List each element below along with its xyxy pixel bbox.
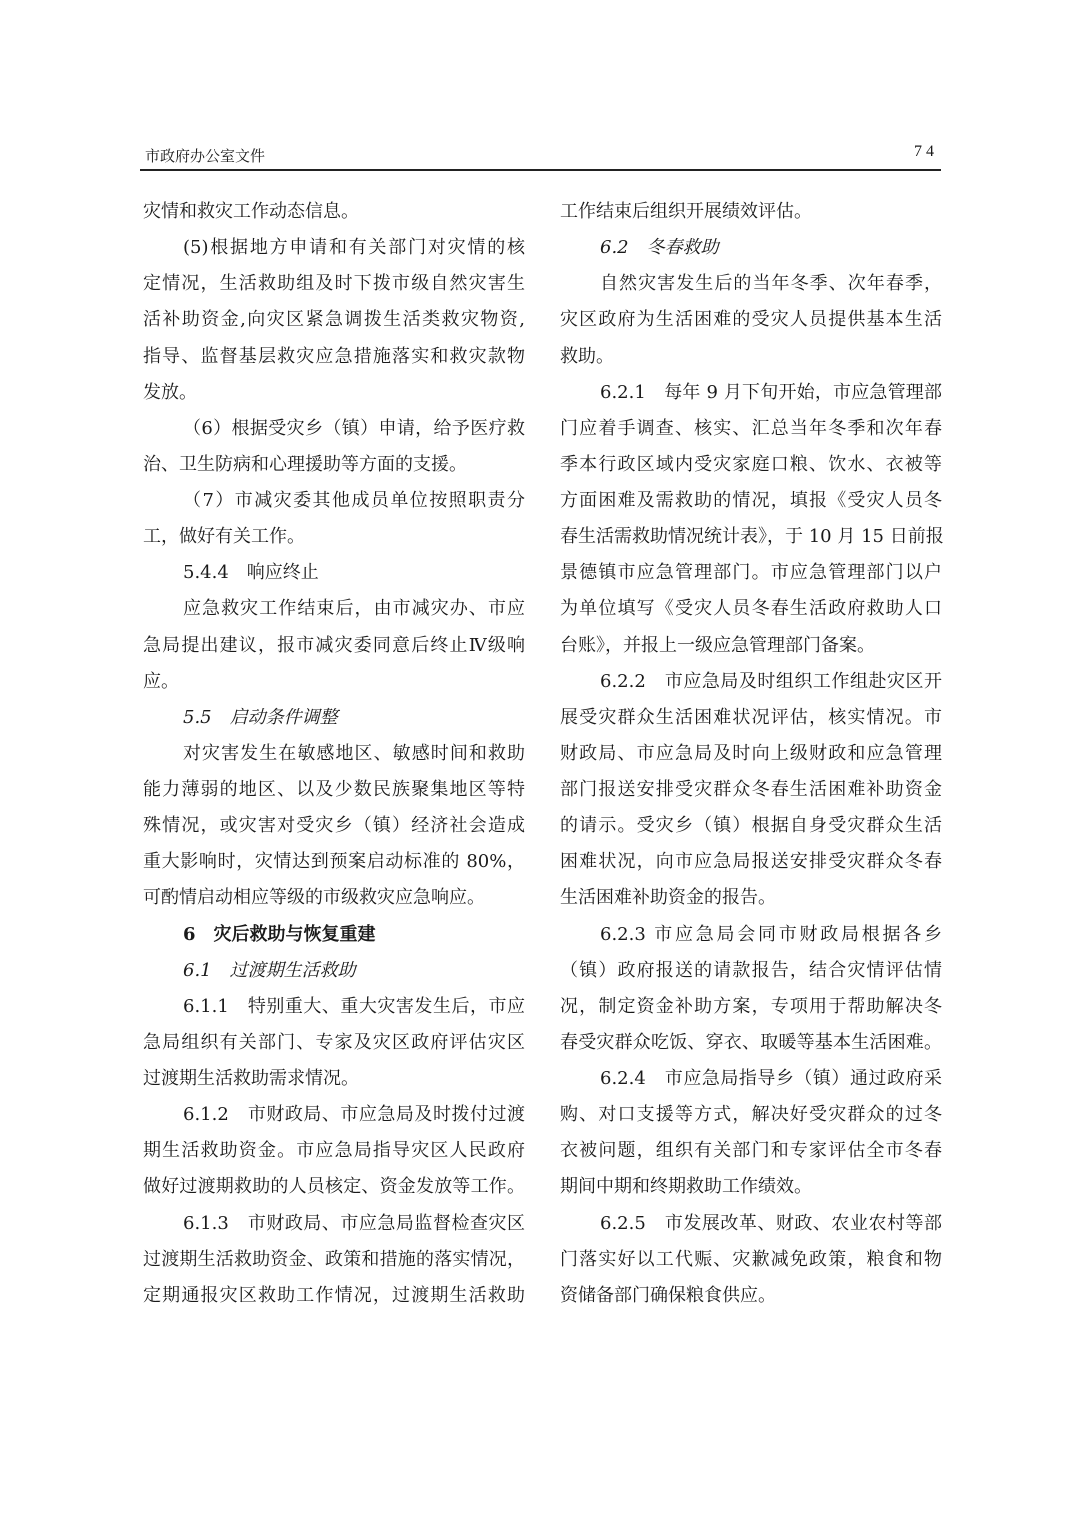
text-line: 过渡期生活救助需求情况。 <box>143 1068 359 1089</box>
text-line: 5.4.4 响应终止 <box>183 562 319 584</box>
text-line: 救助。 <box>560 345 614 367</box>
text-line: 春生活需救助情况统计表》，于 10 月 15 日前报 <box>560 526 944 548</box>
text-line: 门落实好以工代赈、灾歉减免政策，粮食和物 <box>560 1248 942 1270</box>
text-line: 购、对口支援等方式，解决好受灾群众的过冬 <box>560 1104 942 1126</box>
text-line: 6.2.4 市应急局指导乡（镇）通过政府采 <box>600 1068 942 1089</box>
left-column <box>143 194 525 1314</box>
text-line: 6.1 过渡期生活救助 <box>183 959 356 981</box>
text-line: 春受灾群众吃饭、穿衣、取暖等基本生活困难。 <box>560 1031 942 1053</box>
text-line: 定情况，生活救助组及时下拨市级自然灾害生 <box>143 273 525 295</box>
text-line: 困难状况，向市应急局报送安排受灾群众冬春 <box>560 851 942 873</box>
text-line: 过渡期生活救助资金、政策和措施的落实情况， <box>143 1248 525 1270</box>
text-line: （6）根据受灾乡（镇）申请，给予医疗救 <box>183 417 525 439</box>
text-line: 活补助资金,向灾区紧急调拨生活类救灾物资, <box>143 309 525 331</box>
text-line: 方面困难及需救助的情况，填报《受灾人员冬 <box>560 490 942 511</box>
text-line: 重大影响时，灾情达到预案启动标准的 80%， <box>143 851 525 873</box>
text-line: 期间中期和终期救助工作绩效。 <box>560 1176 812 1198</box>
text-line: 灾情和救灾工作动态信息。 <box>143 201 359 222</box>
text-line: 6.1.3 市财政局、市应急局监督检查灾区 <box>183 1212 525 1234</box>
text-line: （7）市减灾委其他成员单位按照职责分 <box>183 490 525 511</box>
text-line: 6.2.3 市应急局会同市财政局根据各乡 <box>600 923 942 945</box>
text-line: 6.2.1 每年 9 月下旬开始，市应急管理部 <box>600 381 942 403</box>
header-rule <box>140 169 941 171</box>
text-line: 展受灾群众生活困难状况评估，核实情况。市 <box>560 706 942 728</box>
text-line: 期生活救助资金。市应急局指导灾区人民政府 <box>143 1140 525 1162</box>
text-line: 6.1.2 市财政局、市应急局及时拨付过渡 <box>183 1104 525 1126</box>
text-line: 5.5 启动条件调整 <box>183 706 338 728</box>
text-line: 资储备部门确保粮食供应。 <box>560 1284 776 1306</box>
text-line: (5)根据地方申请和有关部门对灾情的核 <box>183 237 525 259</box>
text-line: 的请示。受灾乡（镇）根据自身受灾群众生活 <box>560 815 942 837</box>
text-line: 季本行政区域内受灾家庭口粮、饮水、衣被等 <box>560 453 942 475</box>
text-line: 发放。 <box>143 381 197 403</box>
text-line: 工作结束后组织开展绩效评估。 <box>560 201 812 222</box>
text-line: 景德镇市应急管理部门。市应急管理部门以户 <box>560 562 942 584</box>
text-line: 定期通报灾区救助工作情况，过渡期生活救助 <box>143 1284 525 1306</box>
page-number: 74 <box>914 143 938 160</box>
text-line: 对灾害发生在敏感地区、敏感时间和救助 <box>183 742 525 764</box>
text-line: （镇）政府报送的请款报告，结合灾情评估情 <box>560 959 942 981</box>
text-line: 急局提出建议，报市减灾委同意后终止Ⅳ级响 <box>143 634 525 656</box>
right-column <box>560 194 942 1314</box>
text-line: 6.1.1 特别重大、重大灾害发生后，市应 <box>183 995 525 1017</box>
text-line: 治、卫生防病和心理援助等方面的支援。 <box>143 453 467 475</box>
text-line: 自然灾害发生后的当年冬季、次年春季， <box>600 273 942 295</box>
text-line: 6 灾后救助与恢复重建 <box>183 923 376 945</box>
text-line: 生活困难补助资金的报告。 <box>560 887 776 909</box>
text-line: 部门报送安排受灾群众冬春生活困难补助资金 <box>560 779 942 800</box>
text-line: 6.2.5 市发展改革、财政、农业农村等部 <box>600 1212 942 1234</box>
text-line: 灾区政府为生活困难的受灾人员提供基本生活 <box>560 309 942 331</box>
text-line: 台账》，并报上一级应急管理部门备案。 <box>560 634 875 656</box>
text-line: 为单位填写《受灾人员冬春生活政府救助人口 <box>560 598 942 620</box>
text-line: 急局组织有关部门、专家及灾区政府评估灾区 <box>143 1031 525 1053</box>
text-line: 做好过渡期救助的人员核定、资金发放等工作。 <box>143 1176 525 1198</box>
text-line: 能力薄弱的地区、以及少数民族聚集地区等特 <box>143 779 525 800</box>
text-line: 财政局、市应急局及时向上级财政和应急管理 <box>560 742 942 764</box>
text-line: 指导、监督基层救灾应急措施落实和救灾款物 <box>143 345 525 367</box>
text-line: 6.2.2 市应急局及时组织工作组赴灾区开 <box>600 670 942 692</box>
text-line: 殊情况，或灾害对受灾乡（镇）经济社会造成 <box>143 815 525 837</box>
text-line: 6.2 冬春救助 <box>600 237 719 259</box>
text-line: 况，制定资金补助方案，专项用于帮助解决冬 <box>560 995 942 1017</box>
text-line: 衣被问题，组织有关部门和专家评估全市冬春 <box>560 1140 942 1162</box>
text-line: 应。 <box>143 670 179 692</box>
text-line: 工，做好有关工作。 <box>143 526 305 548</box>
running-header-title: 市政府办公室文件 <box>145 147 266 165</box>
text-line: 应急救灾工作结束后，由市减灾办、市应 <box>183 598 525 620</box>
text-line: 可酌情启动相应等级的市级救灾应急响应。 <box>143 887 485 909</box>
text-line: 门应着手调查、核实、汇总当年冬季和次年春 <box>560 417 942 439</box>
